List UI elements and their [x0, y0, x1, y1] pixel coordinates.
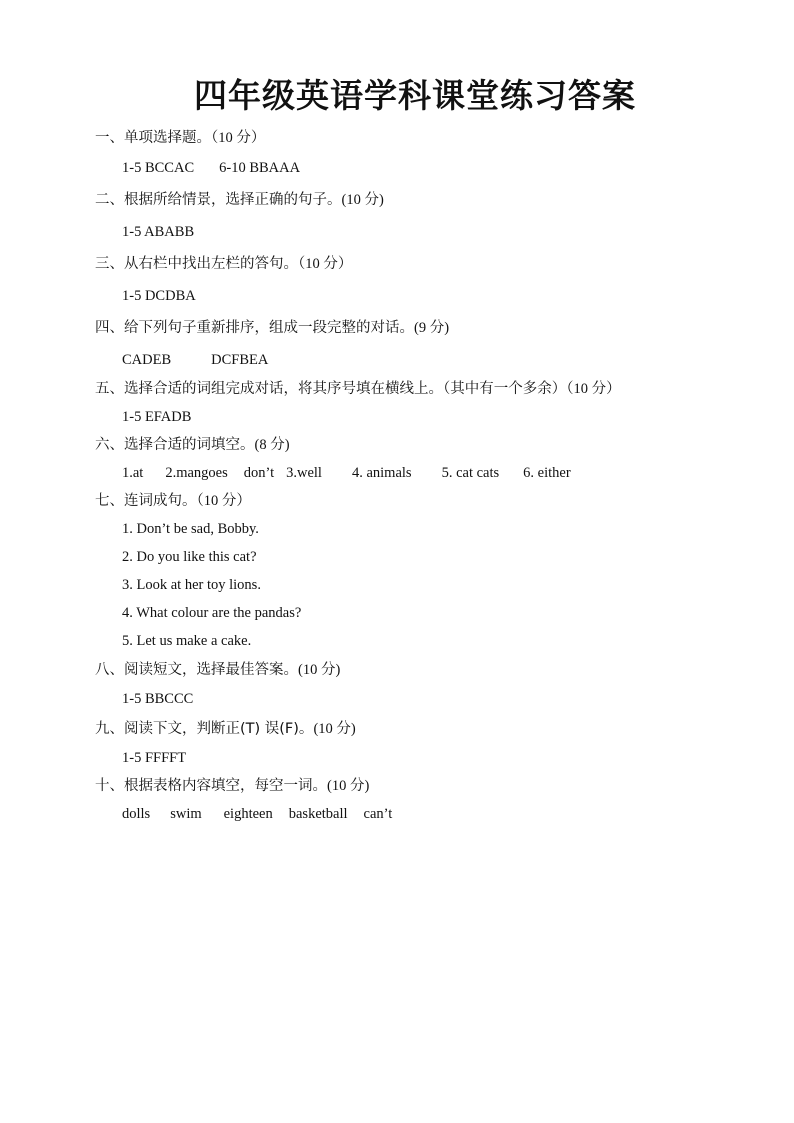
section-2-heading — [95, 190, 384, 210]
section-8-points: (10 分) — [298, 662, 341, 678]
answer-item: eighteen — [223, 806, 273, 822]
section-4-answers — [122, 350, 268, 370]
answer-item: don’t — [243, 465, 275, 481]
section-7-answer-4: 4. What colour are the pandas? — [122, 605, 302, 621]
section-6-heading — [95, 435, 290, 455]
section-6-heading-text: 六、选择合适的词填空。 — [95, 437, 255, 453]
section-5-answers — [122, 407, 191, 427]
section-4-points: (9 分) — [414, 320, 450, 336]
section-5-heading-text: 五、选择合适的词组完成对话，将其序号填在横线上。（其中有一个多余） — [95, 381, 567, 397]
section-7-answer-2: 2. Do you like this cat? — [122, 549, 257, 565]
section-8-answers — [122, 689, 193, 709]
answer-item: 6-10 BBAAA — [219, 160, 301, 176]
section-7-points: （10 分） — [196, 493, 251, 509]
section-4-heading-text: 四、给下列句子重新排序，组成一段完整的对话。 — [95, 320, 414, 336]
section-8-heading — [95, 660, 340, 680]
answer-item: swim — [170, 806, 202, 822]
answer-item: 4. animals — [351, 465, 412, 481]
section-2-heading-text: 二、根据所给情景，选择正确的句子。 — [95, 192, 342, 208]
section-4-heading — [95, 318, 449, 338]
section-3-points: （10 分） — [298, 256, 353, 272]
section-1-points: （10 分） — [211, 130, 266, 146]
section-9-heading — [95, 719, 356, 739]
answer-item: can’t — [363, 806, 393, 822]
section-9-answers — [122, 748, 186, 768]
answer-item: 5. cat cats — [441, 465, 500, 481]
answer-item: 1-5 FFFFT — [122, 750, 187, 766]
section-7-heading-text: 七、连词成句。 — [95, 493, 197, 509]
section-7-heading — [95, 491, 251, 511]
answer-item: 1-5 EFADB — [122, 409, 192, 425]
section-10-answers — [122, 804, 392, 824]
answer-item: 6. either — [523, 465, 571, 481]
section-6-points: (8 分) — [254, 437, 290, 453]
section-2-points: (10 分) — [341, 192, 384, 208]
answer-item: 3.well — [286, 465, 322, 481]
section-1-heading-text: 一、单项选择题。 — [95, 130, 211, 146]
section-10-points: (10 分) — [327, 778, 370, 794]
section-1-heading — [95, 128, 265, 148]
section-1-answers — [122, 158, 300, 178]
answer-item: basketball — [288, 806, 348, 822]
section-6-answers — [122, 463, 571, 483]
section-10-heading-text: 十、根据表格内容填空，每空一词。 — [95, 778, 327, 794]
answer-item: 2.mangoes — [165, 465, 228, 481]
section-3-answers — [122, 286, 196, 306]
section-9-points: (10 分) — [313, 721, 356, 737]
section-10-heading — [95, 776, 369, 796]
section-7-answer-5: 5. Let us make a cake. — [122, 633, 252, 649]
section-5-points: （10 分） — [566, 381, 621, 397]
answer-item: 1-5 ABABB — [122, 224, 195, 240]
section-8-heading-text: 八、阅读短文，选择最佳答案。 — [95, 662, 298, 678]
answer-item: 1-5 BCCAC — [122, 160, 195, 176]
section-7-answer-1: 1. Don’t be sad, Bobby. — [122, 521, 259, 537]
page-title: 四年级英语学科课堂练习答案 — [194, 76, 636, 115]
section-5-heading — [95, 379, 621, 399]
section-3-heading-text: 三、从右栏中找出左栏的答句。 — [95, 256, 298, 272]
answer-item: 1-5 DCDBA — [122, 288, 196, 304]
section-3-heading — [95, 254, 352, 274]
answer-item: CADEB — [122, 352, 172, 368]
section-2-answers — [122, 222, 194, 242]
answer-item: DCFBEA — [211, 352, 269, 368]
section-7-answer-3: 3. Look at her toy lions. — [122, 577, 261, 593]
section-9-heading-text: 九、阅读下文，判断正(T) 误(F)。 — [95, 721, 314, 737]
answer-item: 1-5 BBCCC — [122, 691, 194, 707]
answer-item: 1.at — [122, 465, 144, 481]
answer-item: dolls — [122, 806, 151, 822]
